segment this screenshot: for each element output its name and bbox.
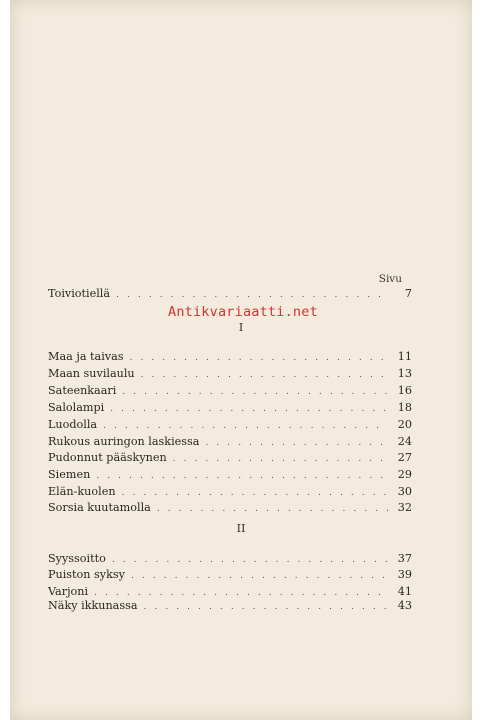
toc-entry bbox=[48, 383, 412, 399]
toc-entry-title: Varjoni bbox=[48, 585, 89, 598]
toc-entry bbox=[48, 450, 412, 466]
toc-entry-page: 37 bbox=[397, 552, 412, 565]
toc-entry bbox=[48, 500, 412, 516]
toc-entry-page: 43 bbox=[397, 599, 412, 612]
toc-entry-page: 41 bbox=[397, 585, 412, 598]
toc-entry-title: Elän-kuolen bbox=[48, 485, 116, 498]
toc-entry-title: Puiston syksy bbox=[48, 568, 125, 581]
toc-entry bbox=[48, 467, 412, 483]
toc-entry bbox=[48, 567, 412, 583]
toc-entry bbox=[48, 417, 412, 433]
toc-entry-page: 29 bbox=[397, 468, 412, 481]
toc-entry-page: 16 bbox=[397, 384, 412, 397]
book-page bbox=[10, 0, 472, 720]
dot-leader bbox=[143, 599, 388, 615]
toc-entry-page: 11 bbox=[397, 350, 412, 363]
toc-entry bbox=[48, 400, 412, 416]
toc-entry-title: Luodolla bbox=[48, 418, 98, 431]
dot-leader bbox=[96, 468, 388, 484]
toc-entry bbox=[48, 286, 412, 302]
toc-entry-page: 30 bbox=[397, 485, 412, 498]
toc-entry bbox=[48, 434, 412, 450]
dot-leader bbox=[205, 435, 388, 451]
toc-entry-page: 13 bbox=[397, 367, 412, 380]
toc-entry-title: Pudonnut pääskynen bbox=[48, 451, 167, 464]
dot-leader bbox=[112, 552, 388, 568]
section-heading: II bbox=[236, 521, 246, 535]
toc-entry-page: 39 bbox=[397, 568, 412, 581]
toc-entry-title: Salolampi bbox=[48, 401, 105, 414]
dot-leader bbox=[141, 367, 388, 383]
toc-entry bbox=[48, 349, 412, 365]
toc-entry bbox=[48, 551, 412, 567]
dot-leader bbox=[122, 485, 388, 501]
dot-leader bbox=[130, 350, 388, 366]
dot-leader bbox=[173, 451, 388, 467]
toc-entry-title: Toiviotiellä bbox=[48, 287, 111, 300]
toc-entry-title: Rukous auringon laskiessa bbox=[48, 435, 200, 448]
toc-entry-title: Syyssoitto bbox=[48, 552, 106, 565]
toc-entry-title: Sorsia kuutamolla bbox=[48, 501, 151, 514]
toc-entry-title: Maa ja taivas bbox=[48, 350, 124, 363]
dot-leader bbox=[122, 384, 388, 400]
toc-entry-title: Sateenkaari bbox=[48, 384, 117, 397]
dot-leader bbox=[131, 568, 388, 584]
toc-entry-title: Siemen bbox=[48, 468, 91, 481]
dot-leader bbox=[116, 287, 388, 303]
toc-entry-page: 24 bbox=[397, 435, 412, 448]
toc-entry bbox=[48, 484, 412, 500]
toc-entry bbox=[48, 598, 412, 614]
toc-entry bbox=[48, 366, 412, 382]
section-heading: I bbox=[238, 320, 244, 334]
toc-entry-page: 20 bbox=[397, 418, 412, 431]
toc-entry-page: 18 bbox=[397, 401, 412, 414]
page-column-label: Sivu bbox=[378, 273, 402, 285]
toc-entry-title: Näky ikkunassa bbox=[48, 599, 138, 612]
dot-leader bbox=[110, 401, 388, 417]
dot-leader bbox=[157, 501, 388, 517]
dot-leader bbox=[103, 418, 388, 434]
toc-entry-page: 32 bbox=[397, 501, 412, 514]
watermark: Antikvariaatti.net bbox=[168, 304, 318, 320]
toc-entry-page: 7 bbox=[404, 287, 412, 300]
toc-entry-title: Maan suvilaulu bbox=[48, 367, 135, 380]
toc-entry-page: 27 bbox=[397, 451, 412, 464]
